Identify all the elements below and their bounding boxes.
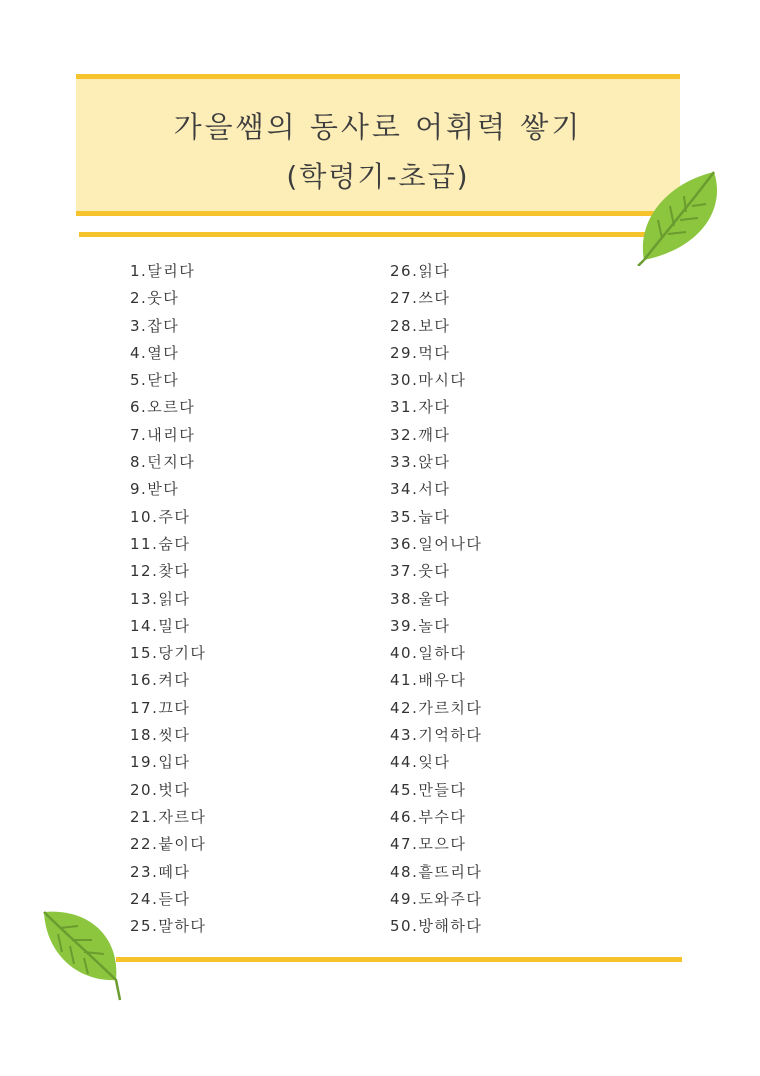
verb-item: 14.밀다 <box>130 616 191 635</box>
verb-item: 4.열다 <box>130 343 180 362</box>
verb-item: 29.먹다 <box>390 343 451 362</box>
verb-item: 40.일하다 <box>390 644 467 663</box>
verb-item: 8.던지다 <box>130 453 196 472</box>
verb-item: 43.기억하다 <box>390 726 483 745</box>
verb-item: 6.오르다 <box>130 398 196 417</box>
leaf-icon <box>632 168 727 266</box>
verb-item: 47.모으다 <box>390 835 467 854</box>
verb-item: 3.잡다 <box>130 316 180 335</box>
verb-item: 38.울다 <box>390 589 451 608</box>
verb-item: 41.배우다 <box>390 671 467 690</box>
verb-item: 48.흩뜨리다 <box>390 862 483 881</box>
verb-item: 20.벗다 <box>130 780 191 799</box>
verb-item: 28.보다 <box>390 316 451 335</box>
verb-item: 26.읽다 <box>390 262 451 280</box>
verb-item: 37.웃다 <box>390 562 451 581</box>
verb-item: 45.만들다 <box>390 780 467 799</box>
verb-item: 13.읽다 <box>130 589 191 608</box>
verb-item: 16.켜다 <box>130 671 191 690</box>
verb-item: 25.말하다 <box>130 917 207 936</box>
verb-item: 5.닫다 <box>130 371 180 390</box>
verb-item: 2.웃다 <box>130 289 180 308</box>
verb-item: 24.듣다 <box>130 889 191 908</box>
verb-item: 9.받다 <box>130 480 180 499</box>
leaf-icon <box>38 902 128 1004</box>
verb-item: 30.마시다 <box>390 371 467 390</box>
verb-item: 15.당기다 <box>130 644 207 663</box>
verb-item: 7.내리다 <box>130 425 196 444</box>
verb-list-left <box>130 258 330 940</box>
verb-item: 35.눕다 <box>390 507 451 526</box>
verb-item: 18.씻다 <box>130 726 191 745</box>
verb-item: 49.도와주다 <box>390 889 483 908</box>
verb-item: 22.붙이다 <box>130 835 207 854</box>
top-divider <box>79 232 683 237</box>
verb-item: 42.가르치다 <box>390 698 483 717</box>
verb-item: 36.일어나다 <box>390 534 483 553</box>
verb-item: 23.떼다 <box>130 862 191 881</box>
bottom-divider <box>116 957 682 962</box>
verb-item: 21.자르다 <box>130 807 207 826</box>
verb-item: 27.쓰다 <box>390 289 451 308</box>
page-title: 가을쌤의 동사로 어휘력 쌓기 <box>173 110 583 144</box>
title-banner <box>76 74 680 216</box>
page-subtitle: (학령기-초급) <box>286 160 470 193</box>
verb-item: 12.찾다 <box>130 562 191 581</box>
verb-list-right <box>390 258 590 940</box>
verb-item: 34.서다 <box>390 480 451 499</box>
verb-item: 32.깨다 <box>390 425 451 444</box>
verb-item: 39.놀다 <box>390 616 451 635</box>
verb-item: 19.입다 <box>130 753 191 772</box>
verb-item: 31.자다 <box>390 398 451 417</box>
verb-item: 1.달리다 <box>130 262 196 280</box>
verb-item: 11.숨다 <box>130 534 191 553</box>
verb-item: 46.부수다 <box>390 807 467 826</box>
verb-item: 17.끄다 <box>130 698 191 717</box>
verb-item: 44.잊다 <box>390 753 451 772</box>
verb-item: 50.방해하다 <box>390 917 483 936</box>
verb-item: 33.앉다 <box>390 453 451 472</box>
verb-item: 10.주다 <box>130 507 191 526</box>
